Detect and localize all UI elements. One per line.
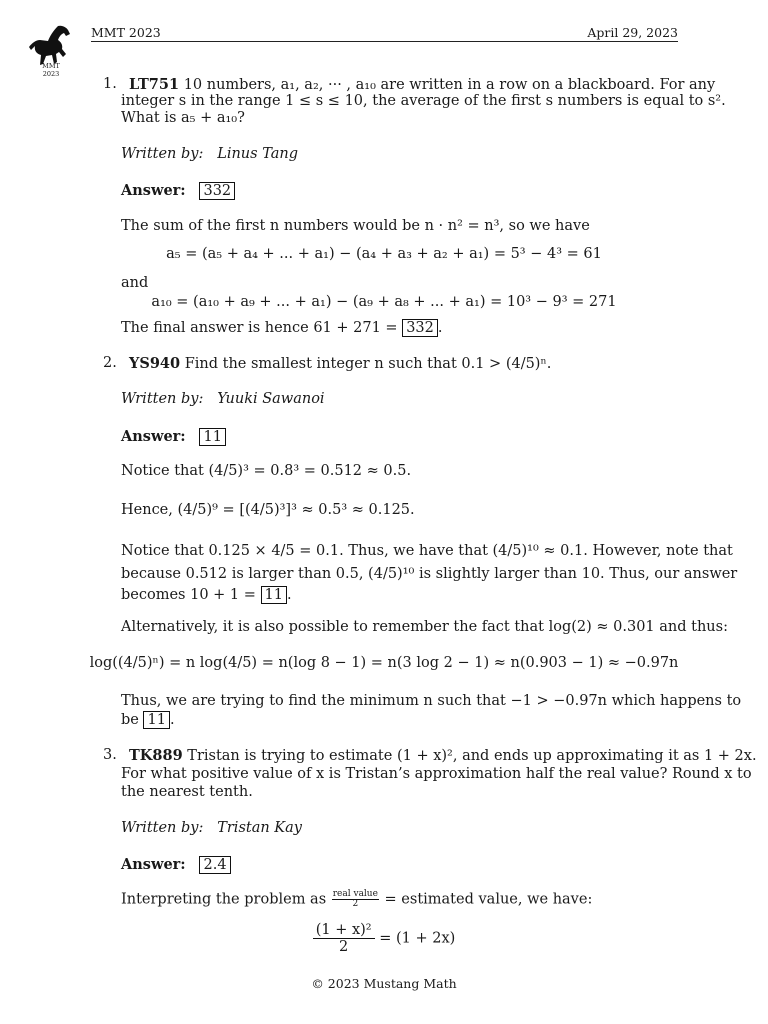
- problem-2-answer-box: 11: [199, 428, 225, 446]
- header-date: April 29, 2023: [587, 25, 678, 40]
- problem-1-statement-line1: [129, 76, 715, 93]
- problem-3-interp-suffix: = estimated value, we have:: [384, 891, 593, 908]
- problem-2-number: 2.: [103, 355, 117, 371]
- problem-2-thus-line1: Thus, we are trying to find the minimum n such that −1 > −0.97n which happens to: [121, 693, 742, 709]
- problem-2-notice-answer-box: 11: [261, 586, 287, 604]
- equation-rhs: = (1 + 2x): [379, 930, 456, 947]
- problem-2-notice-2-text: becomes 10 + 1 =: [121, 587, 256, 603]
- problem-3-author: Tristan Kay: [217, 820, 302, 836]
- problem-3-answer-box: 2.4: [199, 856, 230, 874]
- problem-1-author-row: [121, 146, 298, 162]
- problem-3-number: 3.: [103, 747, 117, 763]
- problem-1-equation-2: a₁₀ = (a₁₀ + a₉ + ... + a₁) − (a₉ + a₈ + ... + a₁) = 10³ − 9³ = 271: [151, 294, 617, 310]
- problem-1-answer-row: [121, 182, 235, 199]
- footer-copyright: © 2023 Mustang Math: [311, 976, 457, 991]
- answer-label: Answer:: [121, 428, 186, 445]
- problem-2-alt-intro: Alternatively, it is also possible to remember the fact that log(2) ≈ 0.301 and thus:: [121, 619, 728, 635]
- header-rule: [91, 41, 678, 42]
- problem-1-code: LT751: [129, 76, 180, 93]
- problem-3-statement-line3: the nearest tenth.: [121, 784, 253, 800]
- problem-3-interpretation: [121, 890, 592, 909]
- written-by-label: Written by:: [121, 146, 204, 162]
- fraction-numerator: real value: [332, 889, 378, 899]
- problem-2-notice-1: Notice that (4/5)³ = 0.8³ = 0.512 ≈ 0.5.: [121, 463, 412, 479]
- problem-3-statement-line1: [129, 747, 757, 764]
- answer-label: Answer:: [121, 856, 186, 873]
- problem-1-number: 1.: [103, 76, 117, 92]
- problem-3-answer-row: [121, 856, 231, 873]
- logo-text-line2: 2023: [42, 70, 60, 78]
- equation-fraction: [313, 922, 375, 955]
- problem-1-text-1: 10 numbers, a₁, a₂, ··· , a₁₀ are written in a row on a blackboard. For any: [183, 77, 716, 93]
- equation-numerator: (1 + x)²: [313, 922, 375, 939]
- problem-2-statement: [129, 355, 551, 372]
- real-value-fraction: [332, 890, 379, 909]
- problem-1-final-text: The final answer is hence 61 + 271 =: [121, 320, 398, 336]
- problem-2-notice-2-line3: becomes 10 + 1 = 11 .: [121, 587, 292, 603]
- equation-denominator: 2: [339, 939, 349, 955]
- problem-3-code: TK889: [129, 747, 183, 764]
- problem-2-answer-row: [121, 428, 226, 445]
- problem-2-text: Find the smallest integer n such that 0.1 > (4/5)ⁿ.: [184, 356, 552, 372]
- problem-2-thus-line2: be 11 .: [121, 712, 175, 728]
- header-event: MMT 2023: [91, 25, 161, 40]
- problem-2-author: Yuuki Sawanoi: [217, 391, 325, 407]
- problem-2-notice-2-line1: Notice that 0.125 × 4/5 = 0.1. Thus, we have that (4/5)¹⁰ ≈ 0.1. However, note that: [121, 543, 733, 559]
- answer-label: Answer:: [121, 182, 186, 199]
- problem-1-final-answer-box: 332: [402, 319, 438, 337]
- problem-3-author-row: [121, 820, 302, 836]
- problem-1-statement-line3: What is a₅ + a₁₀?: [121, 110, 245, 126]
- problem-1-and: and: [121, 275, 149, 291]
- problem-2-code: YS940: [129, 355, 181, 372]
- problem-2-notice-2-line2: because 0.512 is larger than 0.5, (4/5)¹⁰ is slightly larger than 10. Thus, our answer: [121, 566, 738, 582]
- problem-3-equation: [0, 922, 768, 955]
- written-by-label: Written by:: [121, 391, 204, 407]
- problem-1-final: The final answer is hence 61 + 271 = 332 .: [121, 320, 443, 336]
- problem-2-log-equation: log((4/5)ⁿ) = n log(4/5) = n(log 8 − 1) = n(3 log 2 − 1) ≈ n(0.903 − 1) ≈ −0.97n: [89, 655, 679, 671]
- problem-1-solution-intro: The sum of the first n numbers would be n · n² = n³, so we have: [121, 218, 590, 234]
- problem-1-statement-line2: integer s in the range 1 ≤ s ≤ 10, the average of the first s numbers is equal to s².: [121, 93, 726, 109]
- problem-3-text-1: Tristan is trying to estimate (1 + x)², and ends up approximating it as 1 + 2x.: [187, 748, 757, 764]
- fraction-denominator: 2: [352, 899, 359, 909]
- problem-2-thus-text: be: [121, 712, 139, 728]
- problem-3-interp-prefix: Interpreting the problem as: [121, 891, 327, 908]
- problem-1-author: Linus Tang: [217, 146, 299, 162]
- problem-2-thus-answer-box: 11: [143, 711, 169, 729]
- problem-2-hence: Hence, (4/5)⁹ = [(4/5)³]³ ≈ 0.5³ ≈ 0.125.: [121, 502, 415, 518]
- problem-1-answer-box: 332: [199, 182, 235, 200]
- logo-text-line1: MMT: [42, 62, 60, 70]
- problem-2-author-row: [121, 391, 325, 407]
- written-by-label: Written by:: [121, 820, 204, 836]
- problem-3-statement-line2: For what positive value of x is Tristan’s approximation half the real value? Round x to: [121, 766, 752, 782]
- problem-1-equation-1: a₅ = (a₅ + a₄ + ... + a₁) − (a₄ + a₃ + a₂ + a₁) = 5³ − 4³ = 61: [166, 246, 602, 262]
